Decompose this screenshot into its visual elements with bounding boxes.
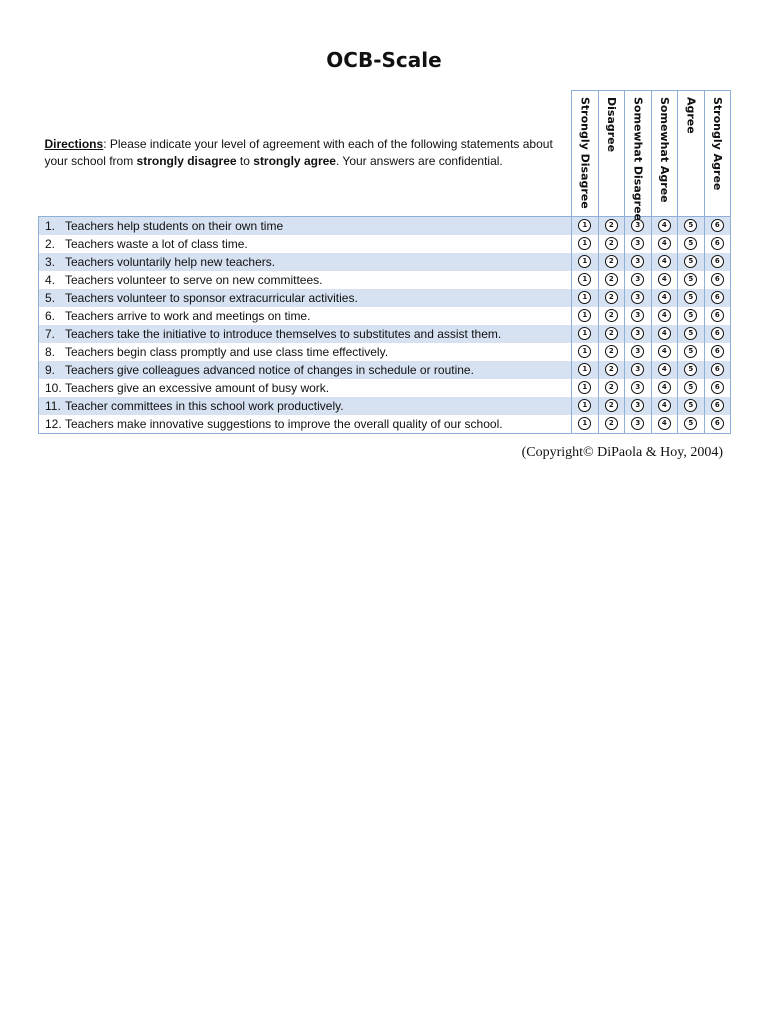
response-cell bbox=[704, 307, 731, 325]
response-cell bbox=[598, 235, 625, 253]
response-option-radio[interactable]: 5 bbox=[684, 399, 697, 412]
response-cell bbox=[625, 307, 652, 325]
response-option-radio[interactable]: 3 bbox=[631, 273, 644, 286]
ocb-scale-table bbox=[38, 90, 731, 434]
response-cell bbox=[678, 325, 705, 343]
response-cell bbox=[651, 217, 678, 236]
response-option-radio[interactable]: 2 bbox=[605, 363, 618, 376]
response-cell bbox=[704, 379, 731, 397]
item-number: 3. bbox=[45, 255, 56, 269]
response-option-radio[interactable]: 3 bbox=[631, 417, 644, 430]
response-cell bbox=[572, 379, 599, 397]
directions-strong-agree: strongly agree bbox=[253, 154, 336, 169]
page-title: OCB-Scale bbox=[326, 48, 442, 72]
item-text: Teacher committees in this school work productively. bbox=[65, 399, 344, 413]
response-option-radio[interactable]: 2 bbox=[605, 309, 618, 322]
column-header-agree bbox=[678, 91, 705, 217]
response-cell bbox=[598, 415, 625, 434]
item-number: 4. bbox=[45, 273, 56, 287]
response-option-radio[interactable]: 3 bbox=[631, 381, 644, 394]
table-row bbox=[39, 415, 731, 434]
item-number: 1. bbox=[45, 219, 56, 233]
response-option-radio[interactable]: 3 bbox=[631, 399, 644, 412]
response-option-radio[interactable]: 1 bbox=[578, 327, 591, 340]
response-option-radio[interactable]: 2 bbox=[605, 399, 618, 412]
response-cell bbox=[704, 415, 731, 434]
response-option-radio[interactable]: 4 bbox=[658, 273, 671, 286]
response-option-radio[interactable]: 2 bbox=[605, 237, 618, 250]
response-option-radio[interactable]: 4 bbox=[658, 381, 671, 394]
column-header-label: Disagree bbox=[604, 97, 618, 153]
table-row bbox=[39, 307, 731, 325]
response-cell bbox=[572, 307, 599, 325]
item-text: Teachers give colleagues advanced notice of changes in schedule or routine. bbox=[65, 363, 474, 377]
response-cell bbox=[651, 307, 678, 325]
response-cell bbox=[625, 343, 652, 361]
directions-text-part: to bbox=[236, 154, 254, 169]
response-option-radio[interactable]: 5 bbox=[684, 255, 697, 268]
response-cell bbox=[625, 235, 652, 253]
item-number: 2. bbox=[45, 237, 56, 251]
response-cell bbox=[625, 325, 652, 343]
item-text: Teachers voluntarily help new teachers. bbox=[65, 255, 276, 269]
response-option-radio[interactable]: 3 bbox=[631, 291, 644, 304]
response-cell bbox=[598, 271, 625, 289]
response-option-radio[interactable]: 3 bbox=[631, 363, 644, 376]
response-option-radio[interactable]: 3 bbox=[631, 237, 644, 250]
table-row bbox=[39, 361, 731, 379]
response-cell bbox=[678, 343, 705, 361]
response-cell bbox=[598, 289, 625, 307]
response-cell bbox=[572, 253, 599, 271]
column-header-strongly-disagree bbox=[572, 91, 599, 217]
response-option-radio[interactable]: 5 bbox=[684, 417, 697, 430]
response-option-radio[interactable]: 6 bbox=[711, 327, 724, 340]
response-option-radio[interactable]: 6 bbox=[711, 345, 724, 358]
column-header-somewhat-agree bbox=[651, 91, 678, 217]
item-number: 12. bbox=[45, 417, 62, 431]
response-option-radio[interactable]: 2 bbox=[605, 327, 618, 340]
response-cell bbox=[625, 289, 652, 307]
response-option-radio[interactable]: 4 bbox=[658, 363, 671, 376]
response-option-radio[interactable]: 2 bbox=[605, 291, 618, 304]
response-option-radio[interactable]: 5 bbox=[684, 345, 697, 358]
response-cell bbox=[572, 361, 599, 379]
response-cell bbox=[651, 361, 678, 379]
response-option-radio[interactable]: 1 bbox=[578, 345, 591, 358]
table-row bbox=[39, 271, 731, 289]
response-cell bbox=[651, 379, 678, 397]
response-cell bbox=[704, 397, 731, 415]
item-statement bbox=[39, 271, 572, 289]
response-cell bbox=[704, 253, 731, 271]
response-option-radio[interactable]: 5 bbox=[684, 309, 697, 322]
response-cell bbox=[572, 271, 599, 289]
column-header-disagree bbox=[598, 91, 625, 217]
response-option-radio[interactable]: 6 bbox=[711, 399, 724, 412]
directions-label: Directions bbox=[44, 137, 104, 152]
response-option-radio[interactable]: 6 bbox=[711, 309, 724, 322]
response-option-radio[interactable]: 1 bbox=[578, 399, 591, 412]
response-cell bbox=[598, 379, 625, 397]
item-statement bbox=[39, 253, 572, 271]
response-cell bbox=[651, 253, 678, 271]
response-option-radio[interactable]: 6 bbox=[711, 381, 724, 394]
response-option-radio[interactable]: 2 bbox=[605, 381, 618, 394]
item-text: Teachers waste a lot of class time. bbox=[65, 237, 248, 251]
response-option-radio[interactable]: 6 bbox=[711, 273, 724, 286]
response-cell bbox=[651, 397, 678, 415]
response-option-radio[interactable]: 5 bbox=[684, 363, 697, 376]
response-cell bbox=[598, 325, 625, 343]
response-cell bbox=[651, 325, 678, 343]
item-statement bbox=[39, 343, 572, 361]
response-option-radio[interactable]: 1 bbox=[578, 363, 591, 376]
response-option-radio[interactable]: 6 bbox=[711, 255, 724, 268]
response-cell bbox=[678, 307, 705, 325]
response-cell bbox=[678, 379, 705, 397]
response-cell bbox=[572, 397, 599, 415]
response-cell bbox=[572, 235, 599, 253]
response-option-radio[interactable]: 3 bbox=[631, 345, 644, 358]
response-option-radio[interactable]: 6 bbox=[711, 219, 724, 232]
item-text: Teachers begin class promptly and use class time effectively. bbox=[65, 345, 389, 359]
item-text: Teachers make innovative suggestions to improve the overall quality of our school. bbox=[65, 417, 503, 431]
response-cell bbox=[704, 271, 731, 289]
response-cell bbox=[651, 415, 678, 434]
response-cell bbox=[704, 289, 731, 307]
response-cell bbox=[678, 415, 705, 434]
response-cell bbox=[598, 361, 625, 379]
table-row bbox=[39, 379, 731, 397]
item-text: Teachers volunteer to sponsor extracurricular activities. bbox=[65, 291, 358, 305]
item-statement bbox=[39, 235, 572, 253]
response-option-radio[interactable]: 4 bbox=[658, 255, 671, 268]
response-cell bbox=[572, 325, 599, 343]
response-option-radio[interactable]: 6 bbox=[711, 291, 724, 304]
response-option-radio[interactable]: 4 bbox=[658, 219, 671, 232]
item-statement bbox=[39, 307, 572, 325]
column-header-strongly-agree bbox=[704, 91, 731, 217]
response-option-radio[interactable]: 3 bbox=[631, 219, 644, 232]
response-option-radio[interactable]: 4 bbox=[658, 399, 671, 412]
item-text: Teachers arrive to work and meetings on time. bbox=[65, 309, 311, 323]
response-cell bbox=[625, 397, 652, 415]
response-option-radio[interactable]: 4 bbox=[658, 327, 671, 340]
response-option-radio[interactable]: 1 bbox=[578, 309, 591, 322]
column-header-label: Somewhat Agree bbox=[657, 97, 671, 203]
item-number: 9. bbox=[45, 363, 56, 377]
response-cell bbox=[651, 343, 678, 361]
item-statement bbox=[39, 361, 572, 379]
response-cell bbox=[704, 325, 731, 343]
response-cell bbox=[625, 361, 652, 379]
response-cell bbox=[678, 217, 705, 236]
directions-text-part: : Please indicate your level of agreement with each of the following statements about your school from bbox=[44, 137, 553, 169]
response-cell bbox=[625, 253, 652, 271]
column-header-label: Strongly Disagree bbox=[578, 97, 592, 209]
item-statement bbox=[39, 289, 572, 307]
response-option-radio[interactable]: 5 bbox=[684, 327, 697, 340]
table-row bbox=[39, 325, 731, 343]
response-option-radio[interactable]: 1 bbox=[578, 381, 591, 394]
item-text: Teachers volunteer to serve on new committees. bbox=[65, 273, 323, 287]
item-statement bbox=[39, 217, 572, 236]
response-cell bbox=[598, 343, 625, 361]
response-option-radio[interactable]: 5 bbox=[684, 237, 697, 250]
response-option-radio[interactable]: 2 bbox=[605, 273, 618, 286]
response-cell bbox=[678, 361, 705, 379]
response-option-radio[interactable]: 4 bbox=[658, 417, 671, 430]
response-cell bbox=[598, 307, 625, 325]
directions-text bbox=[39, 91, 572, 217]
response-option-radio[interactable]: 2 bbox=[605, 417, 618, 430]
response-cell bbox=[625, 415, 652, 434]
item-statement bbox=[39, 379, 572, 397]
response-cell bbox=[625, 379, 652, 397]
response-option-radio[interactable]: 2 bbox=[605, 345, 618, 358]
response-option-radio[interactable]: 3 bbox=[631, 327, 644, 340]
response-cell bbox=[704, 235, 731, 253]
response-option-radio[interactable]: 1 bbox=[578, 255, 591, 268]
table-row bbox=[39, 289, 731, 307]
response-option-radio[interactable]: 4 bbox=[658, 309, 671, 322]
response-cell bbox=[678, 271, 705, 289]
response-cell bbox=[598, 253, 625, 271]
item-number: 7. bbox=[45, 327, 56, 341]
response-option-radio[interactable]: 6 bbox=[711, 237, 724, 250]
copyright-notice: (Copyright© DiPaola & Hoy, 2004) bbox=[521, 445, 723, 460]
response-cell bbox=[598, 217, 625, 236]
response-option-radio[interactable]: 5 bbox=[684, 381, 697, 394]
response-cell bbox=[678, 235, 705, 253]
response-cell bbox=[651, 289, 678, 307]
item-statement bbox=[39, 397, 572, 415]
response-option-radio[interactable]: 3 bbox=[631, 309, 644, 322]
item-text: Teachers take the initiative to introduce themselves to substitutes and assist them. bbox=[65, 327, 502, 341]
response-option-radio[interactable]: 1 bbox=[578, 417, 591, 430]
item-text: Teachers help students on their own time bbox=[65, 219, 284, 233]
response-option-radio[interactable]: 4 bbox=[658, 237, 671, 250]
response-option-radio[interactable]: 6 bbox=[711, 417, 724, 430]
response-cell bbox=[572, 217, 599, 236]
response-cell bbox=[678, 253, 705, 271]
response-cell bbox=[625, 271, 652, 289]
response-option-radio[interactable]: 1 bbox=[578, 273, 591, 286]
response-option-radio[interactable]: 5 bbox=[684, 273, 697, 286]
table-row bbox=[39, 217, 731, 236]
response-cell bbox=[678, 397, 705, 415]
response-option-radio[interactable]: 1 bbox=[578, 219, 591, 232]
item-number: 8. bbox=[45, 345, 56, 359]
directions-text-part: . Your answers are confidential. bbox=[335, 154, 503, 169]
item-statement bbox=[39, 325, 572, 343]
response-option-radio[interactable]: 2 bbox=[605, 219, 618, 232]
item-number: 5. bbox=[45, 291, 56, 305]
response-option-radio[interactable]: 1 bbox=[578, 291, 591, 304]
table-row bbox=[39, 235, 731, 253]
item-statement bbox=[39, 415, 572, 434]
response-cell bbox=[572, 343, 599, 361]
response-cell bbox=[572, 289, 599, 307]
table-row bbox=[39, 397, 731, 415]
directions-strong-disagree: strongly disagree bbox=[136, 154, 237, 169]
table-row bbox=[39, 253, 731, 271]
response-cell bbox=[704, 343, 731, 361]
response-option-radio[interactable]: 3 bbox=[631, 255, 644, 268]
column-header-label: Strongly Agree bbox=[710, 97, 724, 191]
response-option-radio[interactable]: 4 bbox=[658, 291, 671, 304]
item-number: 10. bbox=[45, 381, 62, 395]
response-option-radio[interactable]: 6 bbox=[711, 363, 724, 376]
column-header-label: Agree bbox=[684, 97, 698, 134]
response-cell bbox=[651, 235, 678, 253]
response-cell bbox=[704, 361, 731, 379]
item-number: 11. bbox=[45, 399, 61, 413]
item-number: 6. bbox=[45, 309, 56, 323]
item-text: Teachers give an excessive amount of busy work. bbox=[65, 381, 330, 395]
response-option-radio[interactable]: 5 bbox=[684, 291, 697, 304]
table-row bbox=[39, 343, 731, 361]
response-cell bbox=[572, 415, 599, 434]
response-cell bbox=[704, 217, 731, 236]
response-option-radio[interactable]: 4 bbox=[658, 345, 671, 358]
column-header-label: Somewhat Disagree bbox=[631, 97, 645, 221]
header-row bbox=[39, 91, 731, 217]
response-option-radio[interactable]: 2 bbox=[605, 255, 618, 268]
response-cell bbox=[651, 271, 678, 289]
response-option-radio[interactable]: 1 bbox=[578, 237, 591, 250]
column-header-somewhat-disagree bbox=[625, 91, 652, 221]
response-option-radio[interactable]: 5 bbox=[684, 219, 697, 232]
response-cell bbox=[598, 397, 625, 415]
response-cell bbox=[678, 289, 705, 307]
